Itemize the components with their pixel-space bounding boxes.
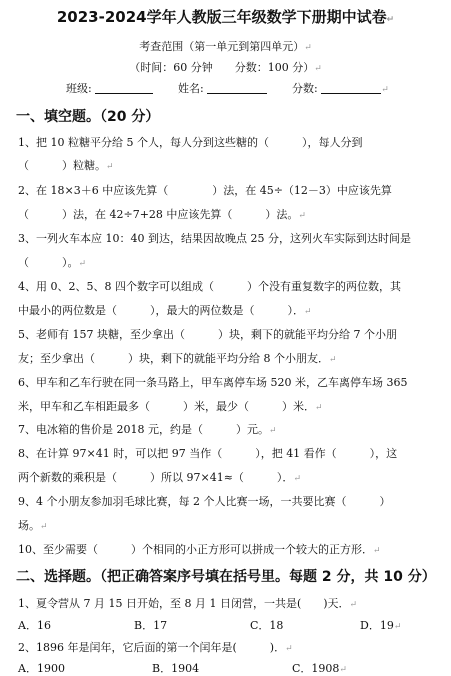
choice-option[interactable]: C．1908↵ (292, 662, 347, 675)
question-line: （ ）法，在 42÷7+28 中应该先算（ ）法。↵ (18, 208, 306, 221)
choice-option[interactable]: A．16 (18, 619, 51, 632)
choice-option[interactable]: C．18 (250, 619, 284, 632)
question-line: 米，甲车和乙车相距最多（ ）米，最少（ ）米．↵ (18, 400, 323, 413)
page-title: 2023-2024学年人教版三年级数学下册期中试卷↵ (56, 8, 395, 26)
question-line: 4、用 0、2、5、8 四个数字可以组成（ ）个没有重复数字的两位数，其 (18, 280, 401, 293)
question-line: 5、老师有 157 块糖，至少拿出（ ）块，剩下的就能平均分给 7 个小朋 (18, 328, 397, 341)
question-line: 两个新数的乘积是（ ）所以 97×41≈（ ）．↵ (18, 471, 301, 484)
question-line: （ ）粒糖。↵ (18, 159, 114, 172)
question-line: 9、4 个小朋友参加羽毛球比赛，每 2 个人比赛一场，一共要比赛（ ） (18, 495, 391, 508)
class-field[interactable]: 班级: (66, 80, 153, 96)
question-line: 8、在计算 97×41 时，可以把 97 当作（ ），把 41 看作（ ），这 (18, 447, 398, 460)
choice-option[interactable]: A．1900 (18, 662, 65, 675)
choice-option[interactable]: D．19↵ (360, 619, 402, 632)
question-line: 10、至少需要（ ）个相同的小正方形可以拼成一个较大的正方形．↵ (18, 543, 381, 556)
time-and-score: （时间：60 分钟 分数：100 分）↵ (129, 61, 322, 74)
name-field[interactable]: 姓名: (178, 80, 267, 96)
choice-option[interactable]: B．17 (134, 619, 168, 632)
question-line: （ ）。↵ (18, 256, 87, 269)
choice-question-stem: 1、夏令营从 7 月 15 日开始，至 8 月 1 日闭营，一共是( )天．↵ (18, 597, 358, 610)
question-line: 中最小的两位数是（ ），最大的两位数是（ ）．↵ (18, 304, 312, 317)
score-field[interactable]: 分数: ↵ (292, 82, 389, 95)
question-line: 7、电冰箱的售价是 2018 元，约是（ ）元。↵ (18, 423, 277, 436)
section-heading-fill-blank: 一、填空题。（20 分） (16, 109, 160, 125)
exam-scope: 考查范围（第一单元到第四单元）↵ (139, 40, 312, 53)
question-line: 友；至少拿出（ ）块，剩下的就能平均分给 8 个小朋友．↵ (18, 352, 337, 365)
section-heading-multiple-choice: 二、选择题。（把正确答案序号填在括号里。每题 2 分，共 10 分） (16, 569, 436, 585)
choice-option[interactable]: B．1904 (152, 662, 200, 675)
question-line: 6、甲车和乙车行驶在同一条马路上，甲车离停车场 520 米，乙车离停车场 365 (18, 376, 408, 389)
question-line: 1、把 10 粒糖平分给 5 个人，每人分到这些糖的（ ），每人分到 (18, 136, 363, 149)
question-line: 场。↵ (18, 519, 48, 532)
student-info-bar (0, 80, 451, 96)
question-line: 2、在 18×3＋6 中应该先算（ ）法，在 45÷（12－3）中应该先算 (18, 184, 392, 197)
question-line: 3、一列火车本应 10：40 到达，结果因故晚点 25 分，这列火车实际到达时间是 (18, 232, 411, 245)
choice-question-stem: 2、1896 年是闰年，它后面的第一个闰年是( )．↵ (18, 641, 293, 654)
